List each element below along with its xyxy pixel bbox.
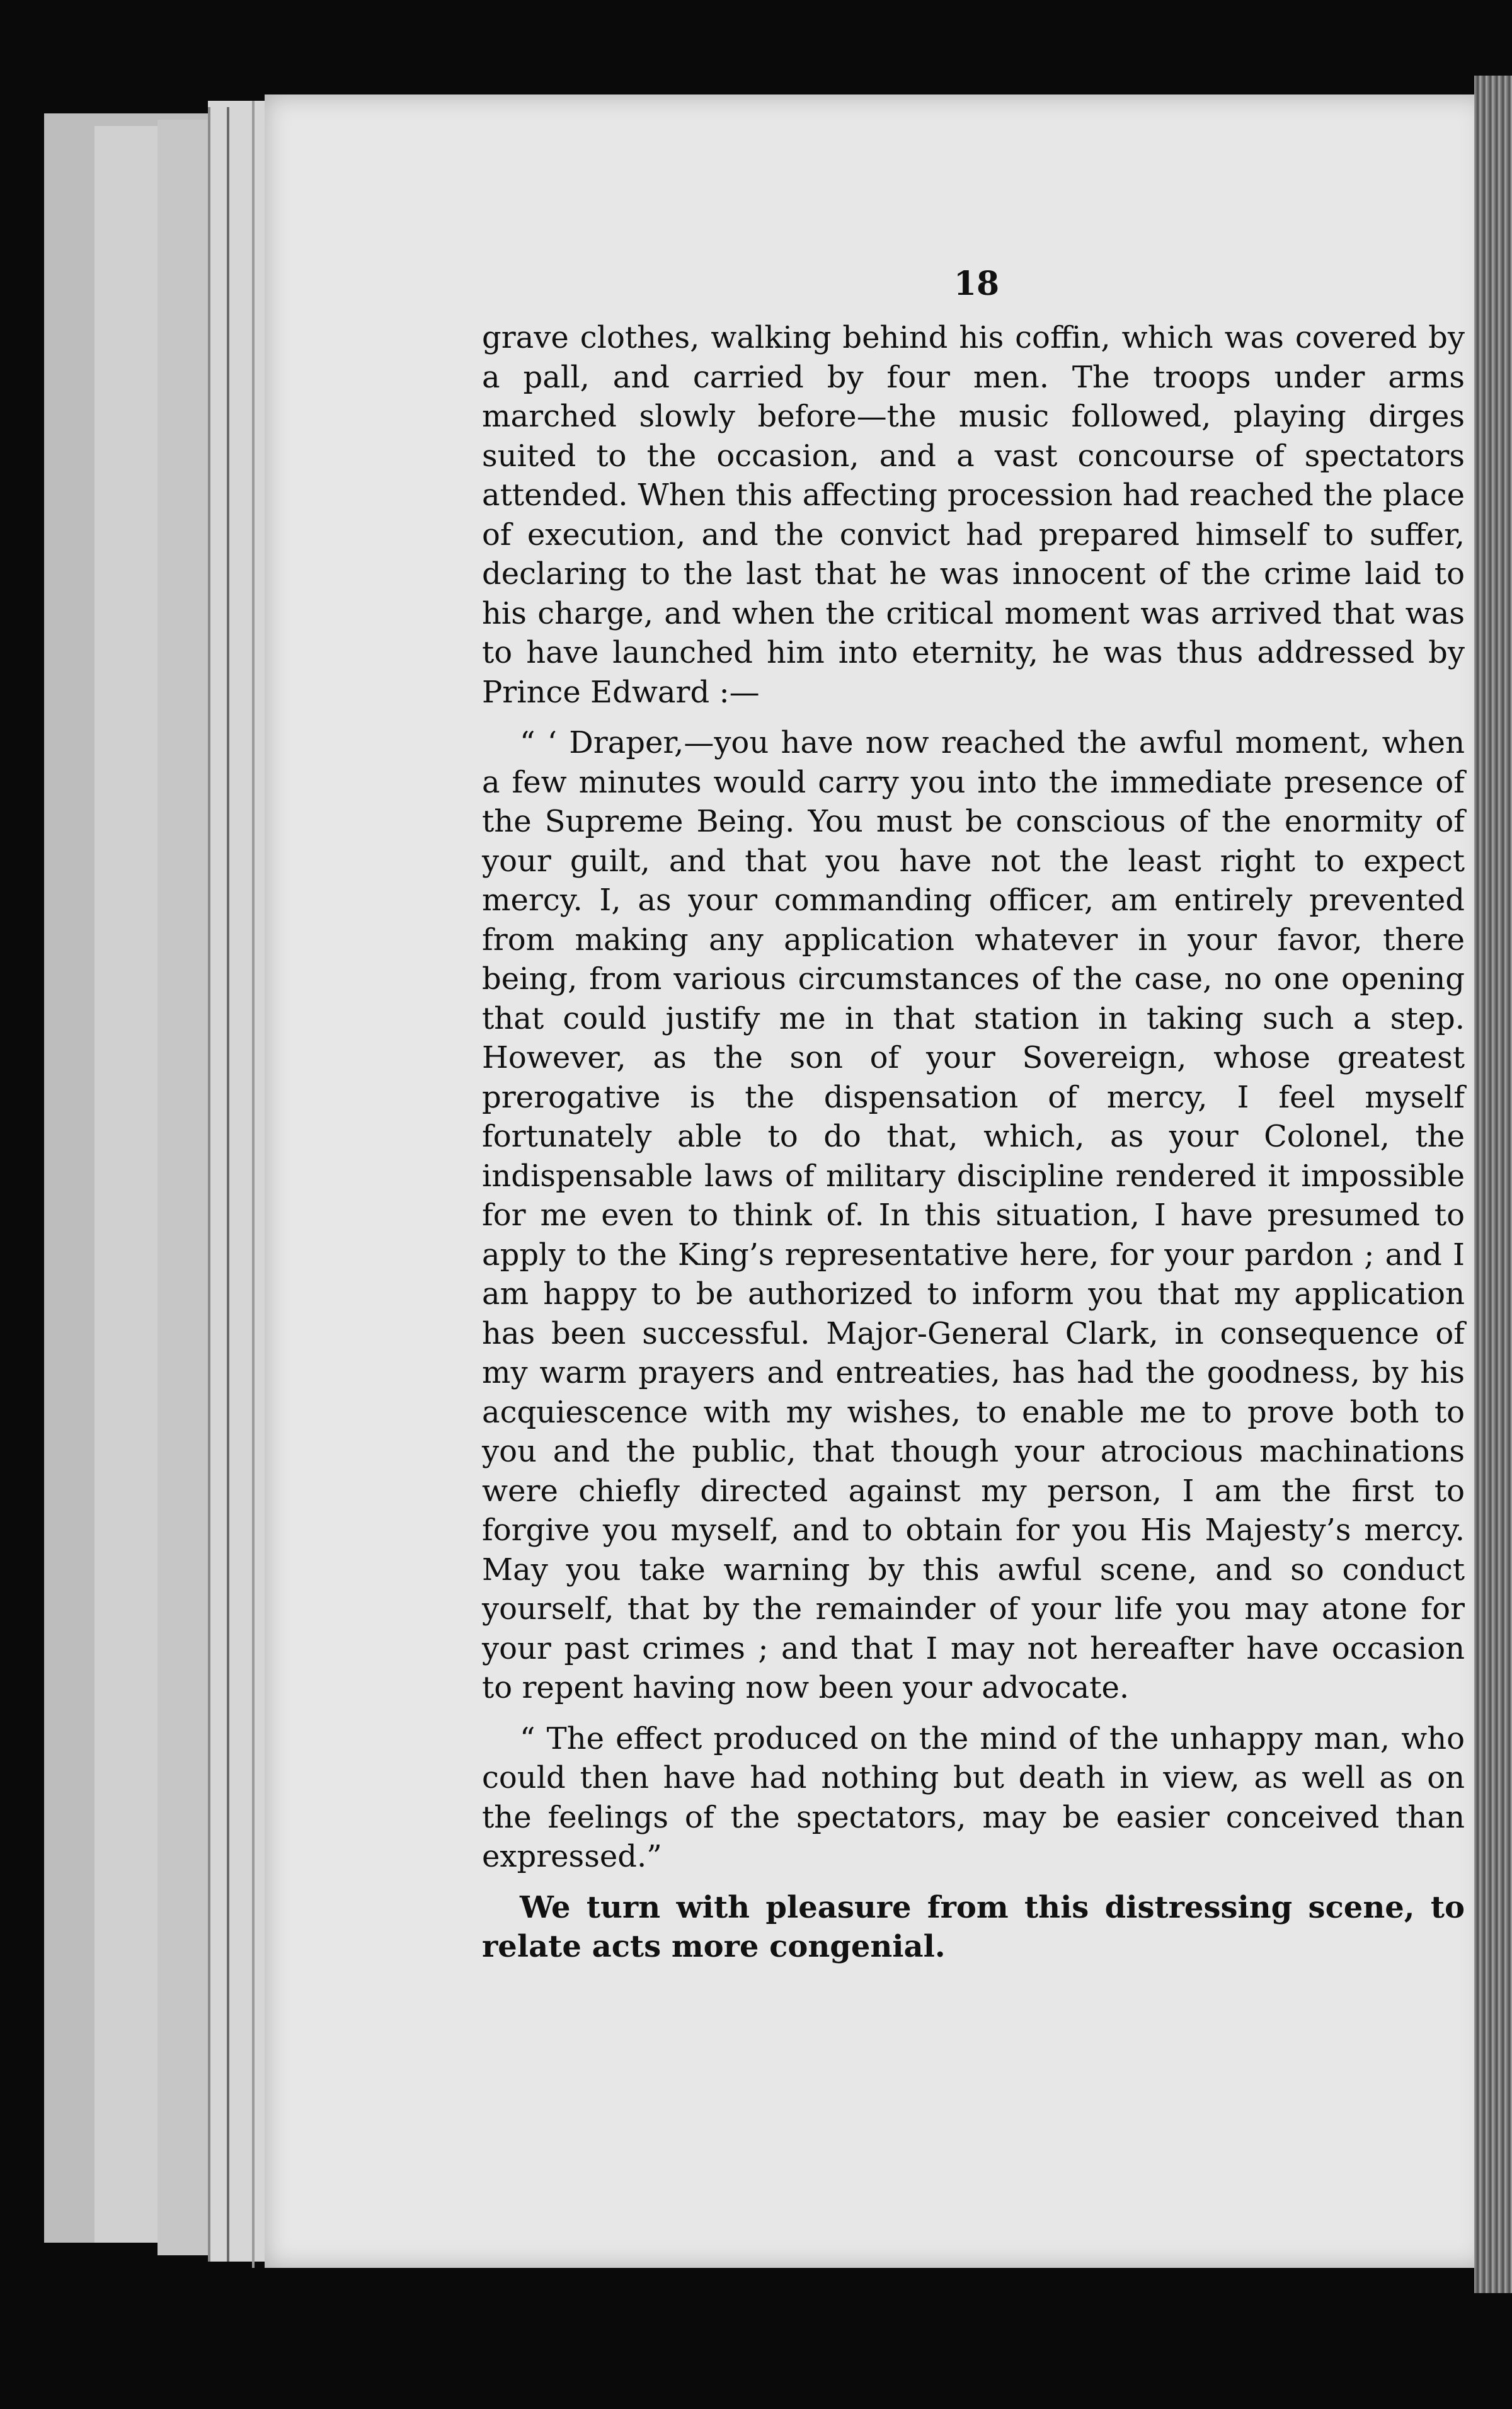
paragraph-conclusion: We turn with pleasure from this distressing scene, to relate acts more congenial. [482,1889,1465,1964]
paragraph-procession: grave clothes, walking behind his coffin, which was covered by a pall, and carried by four men. The troops under arms marched slowly before—the music followed, playing dirges suited to the occasion, and a vast concourse of spectators attended. When this affecting procession had reached the place of execution, and the convict had prepared himself to suffer, declaring to the last that he was innocent of the crime laid to his charge, and when the critical moment was arrived that was to have launched him into eternity, he was thus addressed by Prince Edward :— [482,320,1465,710]
book-right-edge [1474,76,1512,2293]
paragraph-effect: “ The effect produced on the mind of the unhappy man, who could then have had nothing but death in view, as well as on the feelings of the spectators, may be easier conceived than expressed.” [482,1720,1465,1874]
page-edge-line [252,101,255,2268]
page-number: 18 [953,265,1000,303]
page-edge-line [227,107,229,2262]
page-edge-line [208,107,210,2262]
page-body [482,318,1465,1967]
paragraph-prince-speech: “ ‘ Draper,—you have now reached the awful moment, when a few minutes would carry you into the immediate presence of the Supreme Being. You must be conscious of the enormity of your guilt, and that you have not the least right to expect mercy. I, as your commanding officer, am entirely prevented from making any application whatever in your favor, there being, from various circumstances of the case, no one opening that could justify me in that station in taking such a step. However, as the son of your Sovereign, whose greatest prerogative is the dispensation of mercy, I feel myself fortunately able to do that, which, as your Colonel, the indispensable laws of military discipline rendered it impossible for me even to think of. In this situation, I have presumed to apply to the King’s representative here, for your pardon ; and I am happy to be authorized to inform you that my application has been successful. Major-General Clark, in consequence of my warm prayers and entreaties, has had the goodness, by his acquiescence with my wishes, to enable me to prove both to you and the public, that though your atrocious machinations were chiefly directed against my person, I am the first to forgive you myself, and to obtain for you His Majesty’s mercy. May you take warning by this awful scene, and so conduct yourself, that by the remainder of your life you may atone for your past crimes ; and that I may not hereafter have occasion to repent having now been your advocate. [482,725,1465,1705]
